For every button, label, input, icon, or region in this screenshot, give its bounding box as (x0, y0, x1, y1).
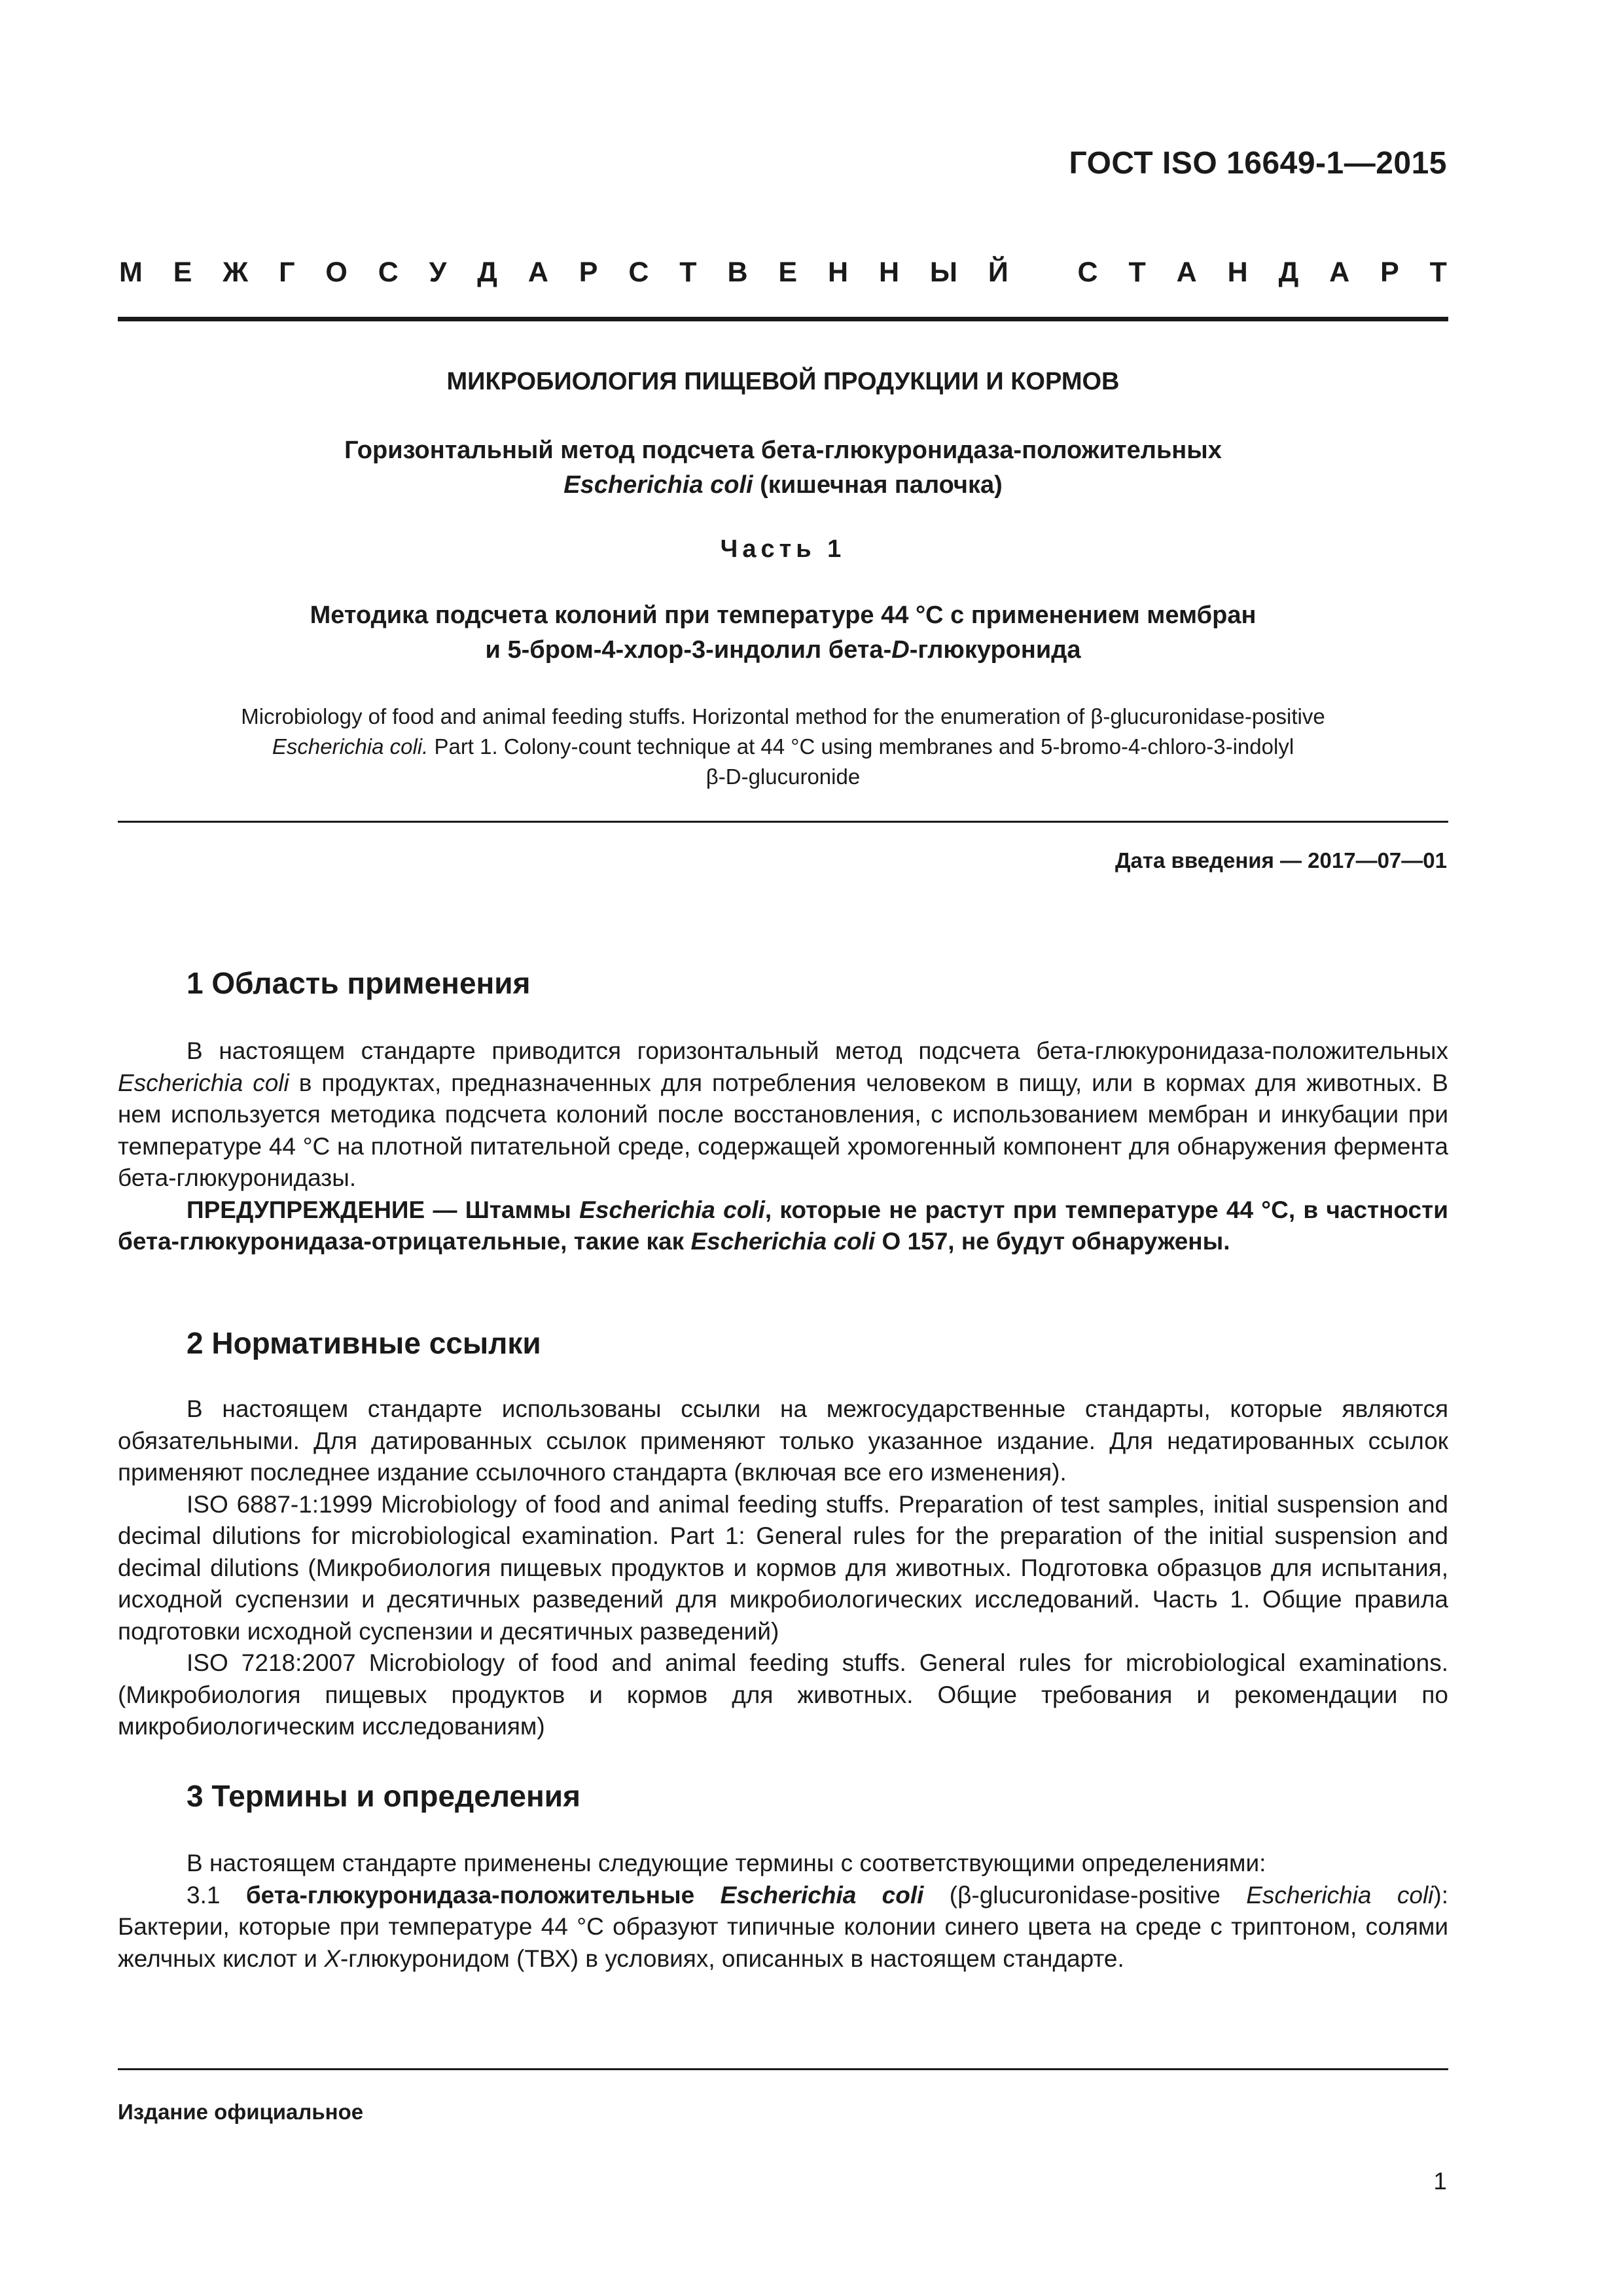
standard-kind-letter: Г (279, 257, 295, 288)
definition-x: X (324, 1945, 340, 1972)
section-1-paragraph (118, 1035, 1448, 1194)
definition-term-organism: Escherichia coli (720, 1881, 924, 1909)
standard-kind-letter: С (1077, 257, 1098, 288)
english-title-line-1: Microbiology of food and animal feeding stuffs. Horizontal method for the enumeration of β-glucuronidase-positive (241, 704, 1325, 728)
standard-kind-letter: А (527, 257, 548, 288)
s1-organism: Escherichia coli (118, 1069, 289, 1096)
standard-kind-letter: Н (828, 257, 849, 288)
main-title: МИКРОБИОЛОГИЯ ПИЩЕВОЙ ПРОДУКЦИИ И КОРМОВ (446, 368, 1120, 395)
standard-kind-letter: А (1329, 257, 1350, 288)
standard-kind-letter: Р (1380, 257, 1399, 288)
standard-kind-letter: С (628, 257, 649, 288)
warning-a: ПРЕДУПРЕЖДЕНИЕ — Штаммы (187, 1196, 580, 1223)
definition-paren-a: (β-glucuronidase-positive (923, 1881, 1247, 1909)
footer-rule (118, 2068, 1448, 2070)
warning-c: О 157, не будут обнаружены. (875, 1228, 1230, 1255)
part-title (118, 598, 1448, 668)
warning-organism-2: Escherichia coli (690, 1228, 876, 1255)
english-title (118, 702, 1448, 792)
section-2-heading: 2 Нормативные ссылки (187, 1326, 541, 1360)
standard-kind-letter: В (727, 257, 748, 288)
standard-kind-letter: Д (477, 257, 497, 288)
standard-kind-letter: Ж (223, 257, 249, 288)
warning-organism-1: Escherichia coli (579, 1196, 765, 1223)
section-3-body (118, 1848, 1448, 1975)
definition-3-1 (118, 1880, 1448, 1975)
english-title-line-3: β-D-glucuronide (705, 764, 861, 789)
standard-kind-heading (119, 257, 1447, 289)
part-title-line-1: Методика подсчета колоний при температуре 44 °С с применением мембран (310, 601, 1257, 629)
page-number: 1 (1433, 2168, 1447, 2195)
warning-paragraph (118, 1194, 1448, 1258)
subtitle-rest: (кишечная палочка) (753, 471, 1003, 499)
header-rule (118, 317, 1448, 321)
standard-kind-letter: Е (173, 257, 192, 288)
definition-paren-organism: Escherichia coli (1246, 1881, 1434, 1909)
standard-kind-letter: М (119, 257, 143, 288)
definition-term-a: бета-глюкуронидаза-положительные (245, 1881, 721, 1909)
standard-kind-letter: Й (988, 257, 1008, 288)
standard-kind-letter: Е (778, 257, 798, 288)
section-1-body (118, 1035, 1448, 1258)
title-rule (118, 821, 1448, 823)
section-1-heading: 1 Область применения (187, 966, 531, 1000)
s1-text-a: В настоящем стандарте приводится горизонтальный метод подсчета бета-глюкуронидаза-положительных (187, 1037, 1448, 1064)
subtitle (118, 433, 1448, 503)
part-label: Часть 1 (720, 535, 846, 563)
subtitle-line-2 (118, 468, 1448, 503)
part-title-line-2 (118, 633, 1448, 668)
english-title-line-2 (118, 732, 1448, 762)
part-title-line-2-b: -глюкуронида (909, 636, 1081, 664)
section-2-paragraph-1: В настоящем стандарте использованы ссылки на межгосударственные стандарты, которые являются обязательными. Для датированных ссылок применяют только указанное издание. Для недатированных ссылок применяют последнее издание ссылочного стандарта (включая все его изменения). (118, 1395, 1448, 1486)
standard-kind-letter: О (325, 257, 348, 288)
definition-number: 3.1 (187, 1881, 246, 1909)
warning-b: , которые не растут при температуре 44 °С, в частности бета-глюкуронидаза-отрицательные, такие как (118, 1196, 1448, 1255)
section-2-reference-2: ISO 7218:2007 Microbiology of food and animal feeding stuffs. General rules for microbiological examinations. (Микробиология пищевых продуктов и кормов для животных. Общие требования и рекомендации по микробиологическим исследованиям) (118, 1649, 1448, 1740)
official-edition-label: Издание официальное (118, 2100, 364, 2124)
standard-kind-letter: Д (1278, 257, 1299, 288)
part-title-line-2-d: D (891, 636, 910, 664)
standard-kind-letter: Ы (929, 257, 958, 288)
standard-kind-letter (1039, 257, 1047, 289)
standard-kind-letter: Р (579, 257, 598, 288)
definition-paren-b: ): Бактерии, которые при температуре 44 °С образуют типичные колонии синего цвета на среде с триптоном, солями желчных кислот и (118, 1881, 1448, 1972)
part-title-line-2-a: и 5-бром-4-хлор-3-индолил бета- (485, 636, 892, 664)
standard-kind-letter: С (378, 257, 399, 288)
section-3-paragraph-1: В настоящем стандарте применены следующие термины с соответствующими определениями: (187, 1850, 1266, 1876)
section-2-reference-1: ISO 6887-1:1999 Microbiology of food and animal feeding stuffs. Preparation of test samples, initial suspension and decimal dilutions for microbiological examination. Part 1: General rules for the preparation of the initial suspension and decimal dilutions (Микробиология пищевых продуктов и кормов для животных. Подготовка образцов для испытания, исходной суспензии и десятичных разведений для микробиологических исследований. Часть 1. Общие правила подготовки исходной суспензии и десятичных разведений) (118, 1490, 1448, 1645)
section-2-body (118, 1393, 1448, 1743)
english-title-organism: Escherichia coli. (272, 734, 429, 759)
subtitle-line-1: Горизонтальный метод подсчета бета-глюкуронидаза-положительных (344, 437, 1222, 464)
english-title-line-2-rest: Part 1. Colony-count technique at 44 °C using membranes and 5-bromo-4-chloro-3-indolyl (428, 734, 1294, 759)
definition-rest: -глюкуронидом (ТВХ) в условиях, описанных в настоящем стандарте. (340, 1945, 1124, 1972)
standard-kind-letter: Н (1227, 257, 1248, 288)
standard-kind-letter: Т (679, 257, 697, 288)
section-3-heading: 3 Термины и определения (187, 1779, 580, 1813)
s1-text-b: в продуктах, предназначенных для потребления человеком в пищу, или в кормах для животных. В нем используется методика подсчета колоний после восстановления, с использованием мембран и инкубации при температуре 44 °С на плотной питательной среде, содержащей хромогенный компонент для обнаружения фермента бета-глюкуронидазы. (118, 1069, 1448, 1191)
standard-kind-letter: Т (1429, 257, 1447, 288)
standard-kind-letter: У (429, 257, 447, 288)
introduction-date: Дата введения — 2017—07—01 (1115, 848, 1447, 872)
standard-kind-letter: Н (878, 257, 900, 288)
standard-kind-letter: Т (1128, 257, 1146, 288)
definition-term (246, 1882, 924, 1909)
document-code: ГОСТ ISO 16649-1—2015 (1069, 146, 1447, 181)
subtitle-organism: Escherichia coli (563, 471, 753, 499)
standard-kind-letter: А (1176, 257, 1197, 288)
